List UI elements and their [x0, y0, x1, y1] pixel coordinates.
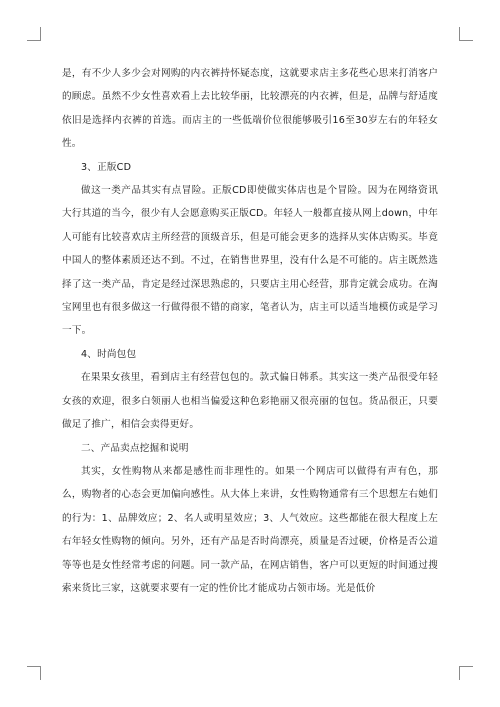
crop-mark-bottom-right-h: [459, 666, 473, 667]
crop-mark-bottom-left-h: [27, 666, 41, 667]
crop-mark-bottom-right-v: [459, 666, 460, 680]
paragraph-bags: 在果果女孩里，看到店主有经营包包的。款式偏日韩系。其实这一类产品很受年轻女孩的欢迎，很多白领丽人也相当偏爱这种色彩艳丽又很亮丽的包包。货品很正，只要做足了推广，相信会卖得更好。: [62, 372, 438, 431]
paragraph-intro-continued: 是，有不少人多少会对网购的内衣裤持怀疑态度，这就要求店主多花些心思来打消客户的顾虑。虽然不少女性喜欢看上去比较华丽，比较漂亮的内衣裤，但是，品牌与舒适度依旧是选择内衣裤的首选。而店主的一些低端价位很能够吸引16至30岁左右的年轻女性。: [62, 68, 438, 150]
crop-mark-top-right-h: [459, 40, 473, 41]
paragraph-selling-points: 其实，女性购物从来都是感性而非理性的。如果一个网店可以做得有声有色，那么，购物者的心态会更加偏向感性。从大体上来讲，女性购物通常有三个思想左右她们的行为：1、品牌效应；2、名人或明星效应；3、人气效应。这些都能在很大程度上左右年轻女性购物的倾向。另外，还有产品是否时尚漂亮，质量是否过硬，价格是否公道等等也是女性经常考虑的问题。同一款产品，在网店销售，客户可以更短的时间通过搜索来货比三家，这就要求要有一定的性价比才能成功占领市场。光是低价: [62, 465, 438, 594]
crop-mark-bottom-left-v: [40, 666, 41, 680]
heading-cd: 3、正版CD: [81, 161, 132, 173]
crop-mark-top-right-v: [459, 27, 460, 41]
heading-selling-points: 二、产品卖点挖掘和说明: [81, 442, 189, 454]
document-body: [62, 62, 438, 600]
paragraph-cd: 做这一类产品其实有点冒险。正版CD即使做实体店也是个冒险。因为在网络资讯大行其道的当今，很少有人会愿意购买正版CD。年轻人一般都直接从网上down，中年人可能有比较喜欢店主所经营的顶级音乐，但是可能会更多的选择从实体店购买。毕竟中国人的整体素质还达不到。不过，在销售世界里，没有什么是不可能的。店主既然选择了这一类产品，肯定是经过深思熟虑的，只要店主用心经营，那肯定就会成功。在淘宝网里也有很多做这一行做得很不错的商家，笔者认为，店主可以适当地模仿或是学习一下。: [62, 185, 438, 337]
heading-bags: 4、时尚包包: [81, 348, 137, 360]
crop-mark-top-left-h: [27, 40, 41, 41]
crop-mark-top-left-v: [40, 27, 41, 41]
